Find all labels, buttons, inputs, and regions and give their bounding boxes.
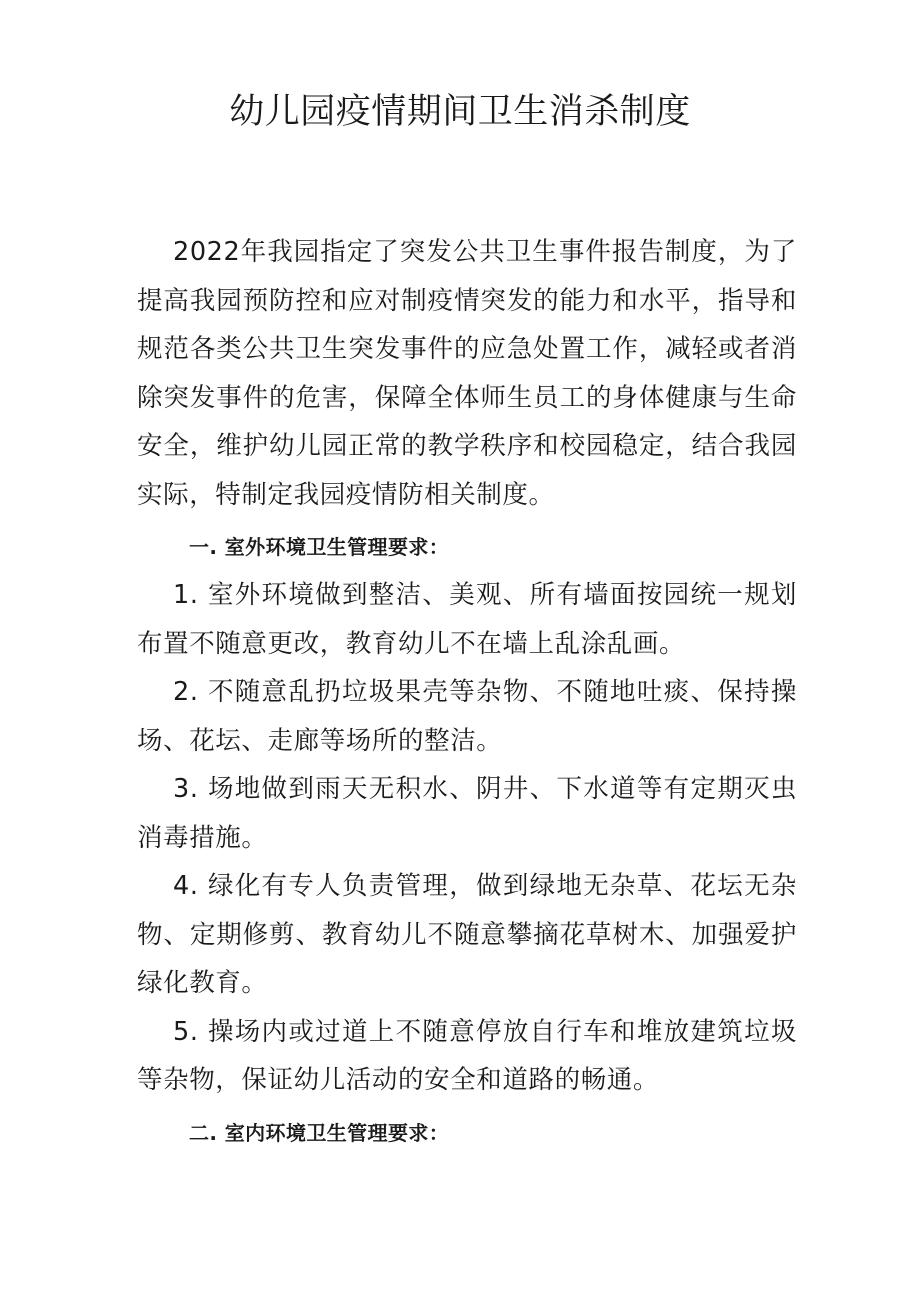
section-heading-outdoor: 一. 室外环境卫生管理要求： — [189, 535, 450, 559]
list-item: 3. 场地做到雨天无积水、阴井、下水道等有定期灭虫消毒措施。 — [137, 774, 797, 853]
document-body — [137, 228, 797, 1157]
list-item: 5. 操场内或过道上不随意停放自行车和堆放建筑垃圾等杂物，保证幼儿活动的安全和道路的畅通。 — [137, 1016, 797, 1095]
section-heading-indoor: 二. 室内环境卫生管理要求： — [189, 1120, 450, 1145]
document-title: 幼儿园疫情期间卫生消杀制度 — [229, 92, 691, 132]
list-item: 2. 不随意乱扔垃圾果壳等杂物、不随地吐痰、保持操场、花坛、走廊等场所的整洁。 — [137, 677, 797, 756]
list-item: 4. 绿化有专人负责管理，做到绿地无杂草、花坛无杂物、定期修剪、教育幼儿不随意攀摘花草树木、加强爱护绿化教育。 — [137, 871, 797, 998]
list-item: 1. 室外环境做到整洁、美观、所有墙面按园统一规划布置不随意更改，教育幼儿不在墙上乱涂乱画。 — [137, 580, 797, 659]
intro-paragraph: 2022年我园指定了突发公共卫生事件报告制度，为了提高我园预防控和应对制疫情突发的能力和水平，指导和规范各类公共卫生突发事件的应急处置工作，减轻或者消除突发事件的危害，保障全体师生员工的身体健康与生命安全，维护幼儿园正常的教学秩序和校园稳定，结合我园实际，特制定我园疫情防相关制度。 — [137, 237, 797, 510]
